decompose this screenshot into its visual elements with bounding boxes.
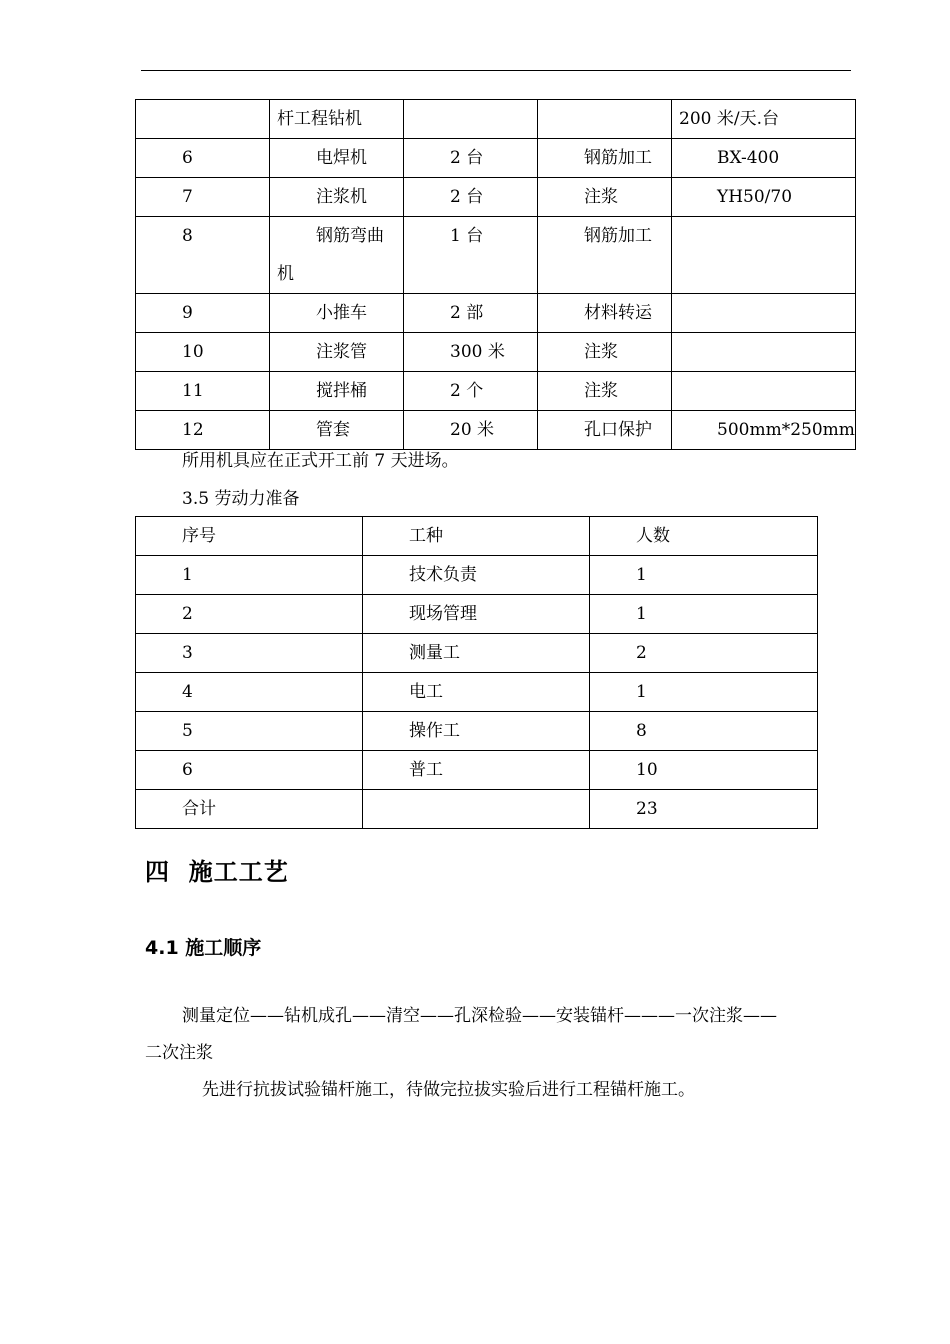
equip-spec bbox=[672, 372, 856, 411]
equip-use: 孔口保护 bbox=[538, 411, 672, 450]
equip-use: 材料转运 bbox=[538, 294, 672, 333]
equip-qty: 20 米 bbox=[404, 411, 538, 450]
equip-use: 注浆 bbox=[538, 372, 672, 411]
equip-spec: 500mm*250mm bbox=[672, 411, 856, 450]
labor-total-label: 合计 bbox=[136, 790, 363, 829]
equip-qty: 2 台 bbox=[404, 139, 538, 178]
equip-use: 钢筋加工 bbox=[538, 139, 672, 178]
table-row bbox=[136, 634, 818, 673]
table-total-row bbox=[136, 790, 818, 829]
labor-total-count: 23 bbox=[590, 790, 818, 829]
labor-type: 现场管理 bbox=[363, 595, 590, 634]
labor-type: 普工 bbox=[363, 751, 590, 790]
equip-spec: BX-400 bbox=[672, 139, 856, 178]
table-row bbox=[136, 751, 818, 790]
table-row bbox=[136, 139, 856, 178]
equip-use: 注浆 bbox=[538, 333, 672, 372]
equip-name: 杆工程钻机 bbox=[270, 100, 404, 139]
equip-name: 管套 bbox=[270, 411, 404, 450]
equip-use: 钢筋加工 bbox=[538, 217, 672, 294]
equip-name: 小推车 bbox=[270, 294, 404, 333]
labor-no: 5 bbox=[136, 712, 363, 751]
equip-qty: 2 个 bbox=[404, 372, 538, 411]
table-header-row bbox=[136, 517, 818, 556]
construction-note: 先进行抗拔试验锚杆施工，待做完拉拔实验后进行工程锚杆施工。 bbox=[202, 1080, 695, 1100]
labor-count: 2 bbox=[590, 634, 818, 673]
equip-spec: YH50/70 bbox=[672, 178, 856, 217]
equip-name: 电焊机 bbox=[270, 139, 404, 178]
table-row bbox=[136, 673, 818, 712]
equip-spec: 200 米/天.台 bbox=[672, 100, 856, 139]
equipment-note: 所用机具应在正式开工前 7 天进场。 bbox=[182, 451, 459, 471]
labor-type: 技术负责 bbox=[363, 556, 590, 595]
labor-type: 测量工 bbox=[363, 634, 590, 673]
equip-spec bbox=[672, 294, 856, 333]
equip-name: 搅拌桶 bbox=[270, 372, 404, 411]
labor-table bbox=[135, 516, 818, 829]
sequence-paragraph-line2: 二次注浆 bbox=[145, 1043, 213, 1063]
labor-no: 3 bbox=[136, 634, 363, 673]
labor-no: 2 bbox=[136, 595, 363, 634]
equip-name bbox=[270, 217, 404, 294]
equip-no: 8 bbox=[136, 217, 270, 294]
table-row bbox=[136, 372, 856, 411]
labor-count: 1 bbox=[590, 595, 818, 634]
table-row bbox=[136, 294, 856, 333]
labor-no: 1 bbox=[136, 556, 363, 595]
equip-qty: 2 台 bbox=[404, 178, 538, 217]
equip-spec bbox=[672, 333, 856, 372]
labor-no: 4 bbox=[136, 673, 363, 712]
labor-no: 6 bbox=[136, 751, 363, 790]
table-row bbox=[136, 411, 856, 450]
table-row bbox=[136, 178, 856, 217]
labor-count: 1 bbox=[590, 556, 818, 595]
section-labor-title: 3.5 劳动力准备 bbox=[182, 489, 300, 509]
labor-count: 8 bbox=[590, 712, 818, 751]
labor-type: 操作工 bbox=[363, 712, 590, 751]
column-header: 工种 bbox=[363, 517, 590, 556]
table-row bbox=[136, 333, 856, 372]
equip-no: 11 bbox=[136, 372, 270, 411]
table-row bbox=[136, 217, 856, 294]
equipment-table bbox=[135, 99, 856, 450]
labor-count: 1 bbox=[590, 673, 818, 712]
equip-no: 9 bbox=[136, 294, 270, 333]
equip-no: 6 bbox=[136, 139, 270, 178]
equip-qty: 1 台 bbox=[404, 217, 538, 294]
equip-name: 注浆管 bbox=[270, 333, 404, 372]
header-rule bbox=[141, 70, 851, 71]
equip-name: 注浆机 bbox=[270, 178, 404, 217]
labor-type: 电工 bbox=[363, 673, 590, 712]
equip-name-line2: 机 bbox=[277, 264, 294, 284]
equip-spec bbox=[672, 217, 856, 294]
column-header: 人数 bbox=[590, 517, 818, 556]
equip-use: 注浆 bbox=[538, 178, 672, 217]
equip-no: 7 bbox=[136, 178, 270, 217]
equip-no bbox=[136, 100, 270, 139]
equip-qty bbox=[404, 100, 538, 139]
table-row bbox=[136, 556, 818, 595]
equip-qty: 300 米 bbox=[404, 333, 538, 372]
equip-use bbox=[538, 100, 672, 139]
column-header: 序号 bbox=[136, 517, 363, 556]
equip-no: 10 bbox=[136, 333, 270, 372]
sequence-paragraph-line1: 测量定位——钻机成孔——清空——孔深检验——安装锚杆———一次注浆—— bbox=[182, 1006, 777, 1026]
equip-qty: 2 部 bbox=[404, 294, 538, 333]
table-row bbox=[136, 712, 818, 751]
chapter-heading: 四 施工工艺 bbox=[145, 858, 289, 886]
table-row bbox=[136, 595, 818, 634]
table-row bbox=[136, 100, 856, 139]
labor-count: 10 bbox=[590, 751, 818, 790]
equip-no: 12 bbox=[136, 411, 270, 450]
equip-name-line1: 钢筋弯曲 bbox=[316, 226, 384, 246]
labor-type bbox=[363, 790, 590, 829]
section-heading: 4.1 施工顺序 bbox=[145, 937, 262, 959]
